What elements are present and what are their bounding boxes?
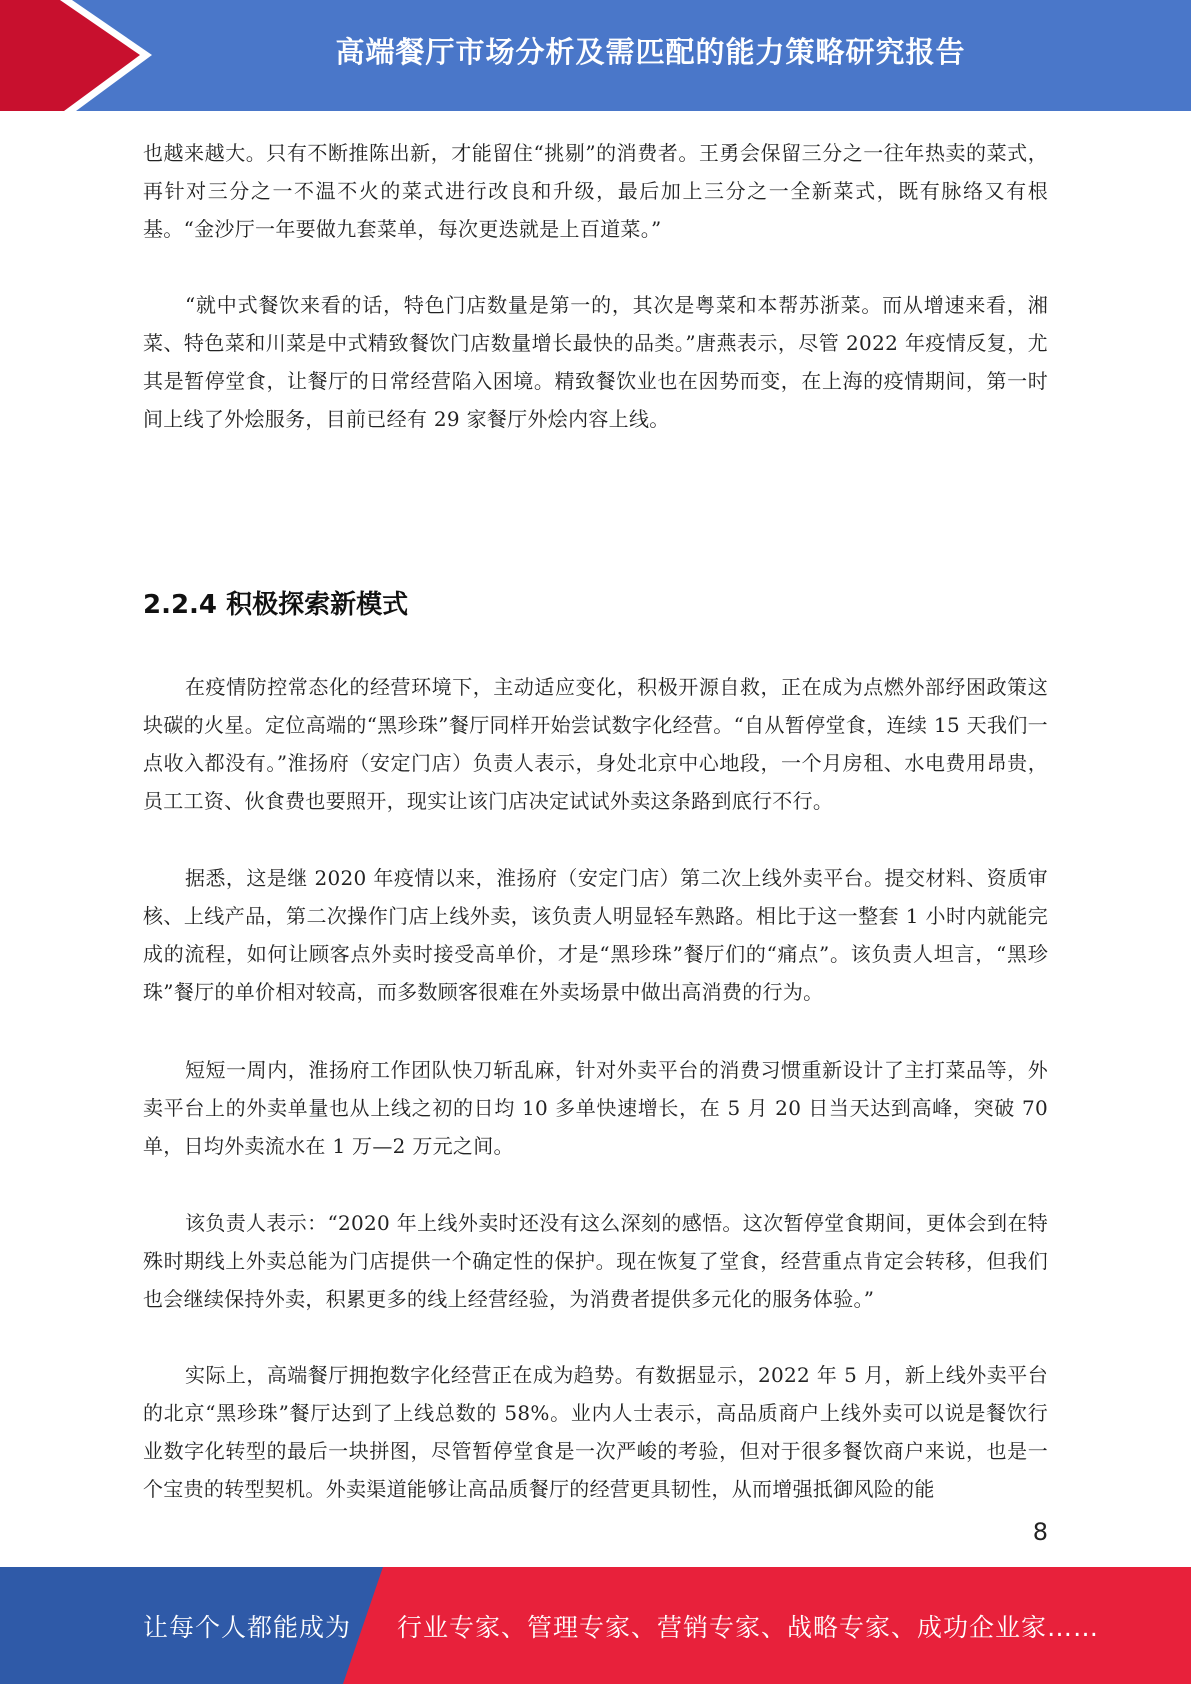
paragraph: 短短一周内，淮扬府工作团队快刀斩乱麻，针对外卖平台的消费习惯重新设计了主打菜品等，外卖平台上的外卖单量也从上线之初的日均 10 多单快速增长，在 5 月 20 日当天达到高峰，突破 70 单，日均外卖流水在 1 万—2 万元之间。 [143, 1058, 1048, 1158]
header-arrow-decoration [0, 0, 160, 111]
paragraph: 在疫情防控常态化的经营环境下，主动适应变化，积极开源自救，正在成为点燃外部纾困政策这块碳的火星。定位高端的“黑珍珠”餐厅同样开始尝试数字化经营。“自从暂停堂食，连续 15 天我们一点收入都没有。”淮扬府（安定门店）负责人表示，身处北京中心地段，一个月房租、水电费用昂贵，员工工资、伙食费也要照开，现实让该门店决定试试外卖这条路到底行不行。 [143, 675, 1048, 813]
paragraph: “就中式餐饮来看的话，特色门店数量是第一的，其次是粤菜和本帮苏浙菜。而从增速来看，湘菜、特色菜和川菜是中式精致餐饮门店数量增长最快的品类。”唐燕表示，尽管 2022 年疫情反复，尤其是暂停堂食，让餐厅的日常经营陷入困境。精致餐饮业也在因势而变，在上海的疫情期间，第一时间上线了外烩服务，目前已经有 29 家餐厅外烩内容上线。 [143, 293, 1048, 431]
section-heading: 2.2.4 积极探索新模式 [143, 590, 409, 620]
page-footer [0, 1567, 1191, 1684]
section-paragraph-2 [143, 859, 1048, 1011]
section-paragraph-4 [143, 1204, 1048, 1318]
section-paragraph-5 [143, 1356, 1048, 1508]
quote-paragraph [143, 286, 1048, 438]
page-header [0, 0, 1191, 111]
report-title: 高端餐厅市场分析及需匹配的能力策略研究报告 [335, 34, 966, 69]
paragraph: 实际上，高端餐厅拥抱数字化经营正在成为趋势。有数据显示，2022 年 5 月，新上线外卖平台的北京“黑珍珠”餐厅达到了上线总数的 58%。业内人士表示，高品质商户上线外卖可以说是餐饮行业数字化转型的最后一块拼图，尽管暂停堂食是一次严峻的考验，但对于很多餐饮商户来说，也是一个宝贵的转型契机。外卖渠道能够让高品质餐厅的经营更具韧性，从而增强抵御风险的能 [143, 1363, 1048, 1501]
paragraph: 据悉，这是继 2020 年疫情以来，淮扬府（安定门店）第二次上线外卖平台。提交材料、资质审核、上线产品，第二次操作门店上线外卖，该负责人明显轻车熟路。相比于这一整套 1 小时内就能完成的流程，如何让顾客点外卖时接受高单价，才是“黑珍珠”餐厅们的“痛点”。该负责人坦言，“黑珍珠”餐厅的单价相对较高，而多数顾客很难在外卖场景中做出高消费的行为。 [143, 866, 1048, 1004]
page-number: 8 [1032, 1518, 1048, 1546]
footer-slogan-right: 行业专家、管理专家、营销专家、战略专家、成功企业家…… [397, 1612, 1100, 1642]
continued-paragraph [143, 134, 1048, 248]
paragraph: 也越来越大。只有不断推陈出新，才能留住“挑剔”的消费者。王勇会保留三分之一往年热卖的菜式，再针对三分之一不温不火的菜式进行改良和升级，最后加上三分之一全新菜式，既有脉络又有根基。“金沙厅一年要做九套菜单，每次更迭就是上百道菜。” [143, 141, 1048, 241]
footer-slogan-left: 让每个人都能成为 [143, 1612, 352, 1642]
paragraph: 该负责人表示：“2020 年上线外卖时还没有这么深刻的感悟。这次暂停堂食期间，更体会到在特殊时期线上外卖总能为门店提供一个确定性的保护。现在恢复了堂食，经营重点肯定会转移，但我们也会继续保持外卖，积累更多的线上经营经验，为消费者提供多元化的服务体验。” [143, 1211, 1048, 1311]
section-paragraph-3 [143, 1051, 1048, 1165]
section-paragraph-1 [143, 668, 1048, 820]
